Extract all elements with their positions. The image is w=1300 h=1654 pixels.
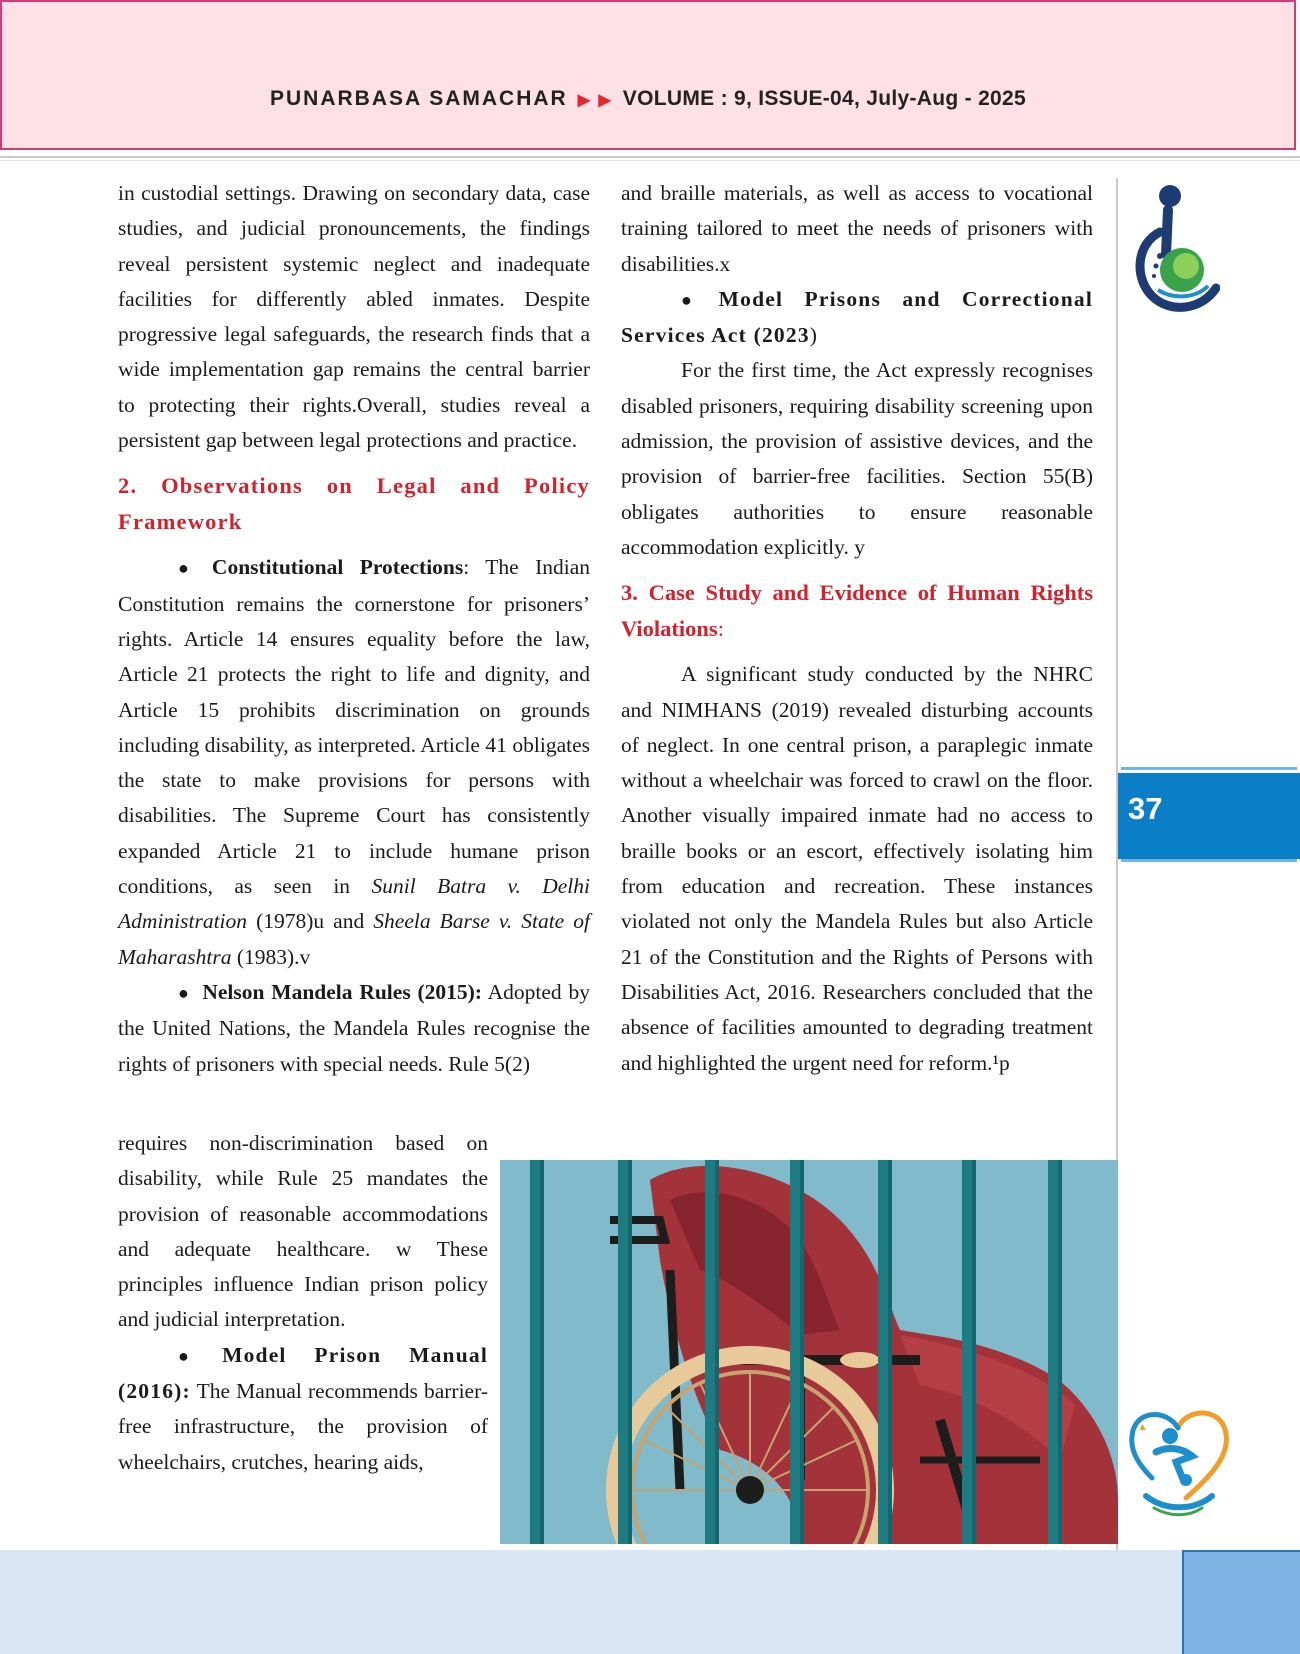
header-title — [2, 87, 1294, 111]
bullet-title: Constitutional Protections — [211, 555, 464, 580]
act-paragraph: For the first time, the Act expressly recognises disabled prisoners, requiring disability screening upon admission, the provision of assistive devices, and the provision of barrier-free facilities. Section 55(B) obligates authorities to ensure reasonable accommodation explicitly. y — [621, 358, 1093, 559]
case-citation: Sunil Batra v. Delhi Administration — [118, 874, 591, 934]
right-column — [621, 176, 1093, 1081]
bullet-title: Model Prison Manual (2016): — [118, 1342, 488, 1404]
intro-paragraph: in custodial settings. Drawing on secondary data, case studies, and judicial pronouncements, the findings reveal persistent systemic neglect and inadequate facilities for differently abled inmates. Despite progressive legal safeguards, the research finds that a wide implementation gap remains the central barrier to protecting their rights.Overall, studies reveal a persistent gap between legal protections and practice. — [118, 181, 590, 453]
bullet-icon: ● — [178, 558, 200, 579]
page-footer-band — [0, 1550, 1300, 1654]
double-arrow-icon: ▶ ▶ — [577, 92, 613, 109]
bullet-constitutional-protections: ● Constitutional Protections: The Indian Constitution remains the cornerstone for prisoners’ rights. Article 14 ensures equality before the law, Article 21 protects the right to life and dignity, and Article 15 prohibits discrimination on grounds including disability, as interpreted. Article 41 obligates the state to make provisions for persons with disabilities. The Supreme Court has consistently expanded Article 21 to include humane prison conditions, as seen in Sunil Batra v. Delhi Administration (1978)u and Sheela Barse v. State of Maharashtra (1983).v — [118, 555, 591, 969]
section-3-heading: 3. Case Study and Evidence of Human Rights Violations: — [621, 580, 1093, 642]
bullet-title: Nelson Mandela Rules (2015): — [202, 979, 482, 1004]
bullet-title: Model Prisons and Correctional Services Act (2023 — [621, 286, 1093, 348]
bullet-icon: ● — [178, 982, 191, 1003]
heart-figure-logo-icon — [1126, 1400, 1232, 1520]
bullet-icon: ● — [178, 1345, 211, 1366]
footer-corner-block — [1182, 1550, 1300, 1654]
page-number-tab — [1118, 770, 1300, 859]
section-2-heading: 2. Observations on Legal and Policy Framework — [118, 473, 590, 535]
left-column — [118, 176, 590, 1082]
header-divider — [0, 156, 1300, 158]
page-header — [0, 0, 1296, 150]
page-number: 37 — [1128, 791, 1163, 826]
accessibility-logo-icon — [1130, 182, 1220, 322]
magazine-name: PUNARBASA SAMACHAR — [270, 87, 568, 110]
issue-info: VOLUME : 9, ISSUE-04, July-Aug - 2025 — [622, 87, 1026, 110]
illustration-graphic — [500, 1160, 1118, 1544]
case-study-paragraph: A significant study conducted by the NHRC and NIMHANS (2019) revealed disturbing accounts of neglect. In one central prison, a paraplegic inmate without a wheelchair was forced to crawl on the floor. Another visually impaired inmate had no access to braille books or an escort, effectively isolating him from education and recreation. These instances violated not only the Mandela Rules but also Article 21 of the Constitution and the Rights of Persons with Disabilities Act, 2016. Researchers concluded that the absence of facilities amounted to degrading treatment and highlighted the urgent need for reform.¹p — [621, 662, 1093, 1075]
wrapped-column — [118, 1126, 488, 1480]
bullet-mandela-rules: ● Nelson Mandela Rules (2015): Adopted by the United Nations, the Mandela Rules recognise the rights of prisoners with special needs. Rule 5(2) — [118, 979, 591, 1076]
bullet-model-prison-manual: ● Model Prison Manual (2016): The Manual recommends barrier-free infrastructure, the provision of wheelchairs, crutches, hearing aids, — [118, 1342, 488, 1474]
manual-continued: and braille materials, as well as access to vocational training tailored to meet the needs of prisoners with disabilities.x — [621, 181, 1093, 276]
mandela-continued: requires non-discrimination based on disability, while Rule 25 mandates the provision of reasonable accommodations and adequate healthcare. w These principles influence Indian prison policy and judicial interpretation. — [118, 1131, 488, 1332]
bullet-icon: ● — [681, 289, 707, 310]
header-divider-thin — [0, 160, 1300, 161]
wheelchair-prison-illustration — [500, 1160, 1118, 1544]
case-citation: Sheela Barse v. State of Maharashtra — [118, 909, 590, 969]
bullet-prisons-act: ● Model Prisons and Correctional Services Act (2023) — [621, 286, 1093, 348]
